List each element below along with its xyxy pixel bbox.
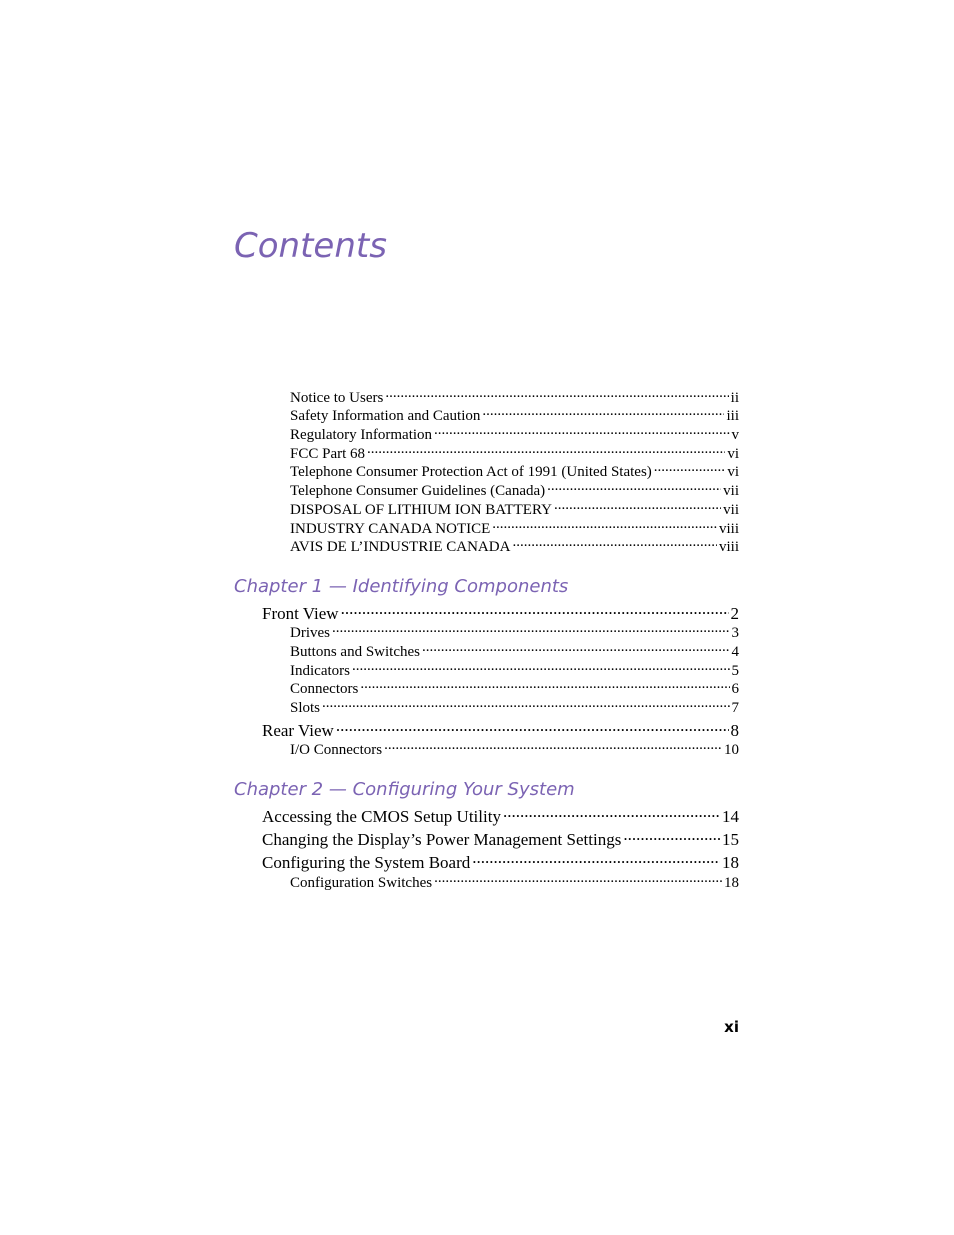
toc-entry[interactable] bbox=[290, 405, 739, 425]
toc-entry-label: I/O Connectors bbox=[290, 742, 383, 758]
toc-entry-page: 4 bbox=[731, 644, 739, 660]
toc-entry[interactable] bbox=[290, 660, 739, 680]
page-number: xi bbox=[724, 1018, 739, 1036]
toc-entry-page: vi bbox=[727, 446, 739, 462]
toc-entry-page: 5 bbox=[731, 663, 739, 679]
leader-dots bbox=[503, 805, 720, 822]
toc-entry[interactable] bbox=[290, 480, 739, 500]
toc-entry[interactable] bbox=[262, 805, 739, 827]
leader-dots bbox=[492, 518, 717, 533]
toc-entry[interactable] bbox=[290, 872, 739, 892]
leader-dots bbox=[322, 697, 729, 712]
toc-entry-label: Notice to Users bbox=[290, 390, 384, 406]
toc-entry[interactable] bbox=[290, 622, 739, 642]
toc-entry-label: Changing the Display’s Power Management Settings bbox=[262, 830, 622, 849]
page-title: Contents bbox=[234, 226, 387, 266]
toc-entry-page: 3 bbox=[731, 625, 739, 641]
toc-entry-page: viii bbox=[718, 521, 739, 537]
leader-dots bbox=[367, 443, 725, 458]
toc-entry[interactable] bbox=[290, 518, 739, 538]
toc-entry[interactable] bbox=[290, 461, 739, 481]
toc-entry-label: DISPOSAL OF LITHIUM ION BATTERY bbox=[290, 502, 552, 518]
leader-dots bbox=[341, 602, 729, 619]
toc-entry-page: 2 bbox=[730, 604, 739, 623]
leader-dots bbox=[336, 719, 729, 736]
leader-dots bbox=[623, 828, 720, 845]
toc-entry-label: Buttons and Switches bbox=[290, 644, 420, 660]
leader-dots bbox=[434, 424, 729, 439]
toc-entry[interactable] bbox=[290, 443, 739, 463]
toc-entry-label: AVIS DE L’INDUSTRIE CANADA bbox=[290, 539, 511, 555]
toc-entry-label: Slots bbox=[290, 700, 321, 716]
toc-entry[interactable] bbox=[290, 387, 739, 407]
chapter-1-heading[interactable]: Chapter 1 — Identifying Components bbox=[234, 576, 569, 597]
toc-entry[interactable] bbox=[290, 678, 739, 698]
leader-dots bbox=[434, 872, 722, 887]
chapter-2-heading[interactable]: Chapter 2 — Configuring Your System bbox=[234, 779, 575, 800]
toc-entry-page: 14 bbox=[722, 807, 739, 826]
toc-entry-label: INDUSTRY CANADA NOTICE bbox=[290, 521, 491, 537]
leader-dots bbox=[360, 678, 729, 693]
toc-entry-page: 6 bbox=[731, 681, 739, 697]
toc-entry[interactable] bbox=[262, 602, 739, 624]
toc-entry[interactable] bbox=[290, 641, 739, 661]
toc-entry-label: Configuration Switches bbox=[290, 875, 433, 891]
toc-entry-label: Drives bbox=[290, 625, 330, 641]
leader-dots bbox=[384, 739, 722, 754]
leader-dots bbox=[472, 851, 720, 868]
toc-entry[interactable] bbox=[262, 828, 739, 850]
toc-entry[interactable] bbox=[290, 739, 739, 759]
toc-entry-page: 18 bbox=[722, 853, 739, 872]
toc-entry-label: Front View bbox=[262, 604, 339, 623]
toc-entry[interactable] bbox=[290, 424, 739, 444]
toc-entry-page: 10 bbox=[724, 742, 739, 758]
toc-entry-label: Safety Information and Caution bbox=[290, 408, 481, 424]
leader-dots bbox=[512, 536, 717, 551]
toc-entry-page: 18 bbox=[724, 875, 739, 891]
toc-entry-page: vii bbox=[723, 483, 739, 499]
toc-entry-page: 7 bbox=[731, 700, 739, 716]
toc-entry-page: 15 bbox=[722, 830, 739, 849]
toc-entry[interactable] bbox=[262, 851, 739, 873]
toc-entry-label: Regulatory Information bbox=[290, 427, 433, 443]
toc-entry-label: Telephone Consumer Guidelines (Canada) bbox=[290, 483, 546, 499]
toc-entry-page: ii bbox=[730, 390, 739, 406]
toc-entry-page: vi bbox=[727, 464, 739, 480]
toc-entry-label: Indicators bbox=[290, 663, 350, 679]
leader-dots bbox=[554, 499, 721, 514]
toc-entry-page: viii bbox=[718, 539, 739, 555]
toc-entry-label: Accessing the CMOS Setup Utility bbox=[262, 807, 501, 826]
toc-entry-label: Configuring the System Board bbox=[262, 853, 471, 872]
leader-dots bbox=[422, 641, 730, 656]
toc-entry-label: Connectors bbox=[290, 681, 359, 697]
leader-dots bbox=[352, 660, 730, 675]
toc-entry[interactable] bbox=[290, 697, 739, 717]
toc-entry[interactable] bbox=[290, 536, 739, 556]
toc-entry-page: iii bbox=[726, 408, 739, 424]
toc-entry[interactable] bbox=[262, 719, 739, 741]
toc-entry-label: Rear View bbox=[262, 721, 334, 740]
leader-dots bbox=[547, 480, 721, 495]
toc-entry-label: Telephone Consumer Protection Act of 1991 (United States) bbox=[290, 464, 652, 480]
leader-dots bbox=[385, 387, 728, 402]
leader-dots bbox=[332, 622, 730, 637]
toc-entry-page: v bbox=[731, 427, 739, 443]
toc-entry[interactable] bbox=[290, 499, 739, 519]
toc-entry-page: vii bbox=[723, 502, 739, 518]
leader-dots bbox=[654, 461, 726, 476]
leader-dots bbox=[482, 405, 724, 420]
toc-entry-page: 8 bbox=[730, 721, 739, 740]
toc-entry-label: FCC Part 68 bbox=[290, 446, 366, 462]
